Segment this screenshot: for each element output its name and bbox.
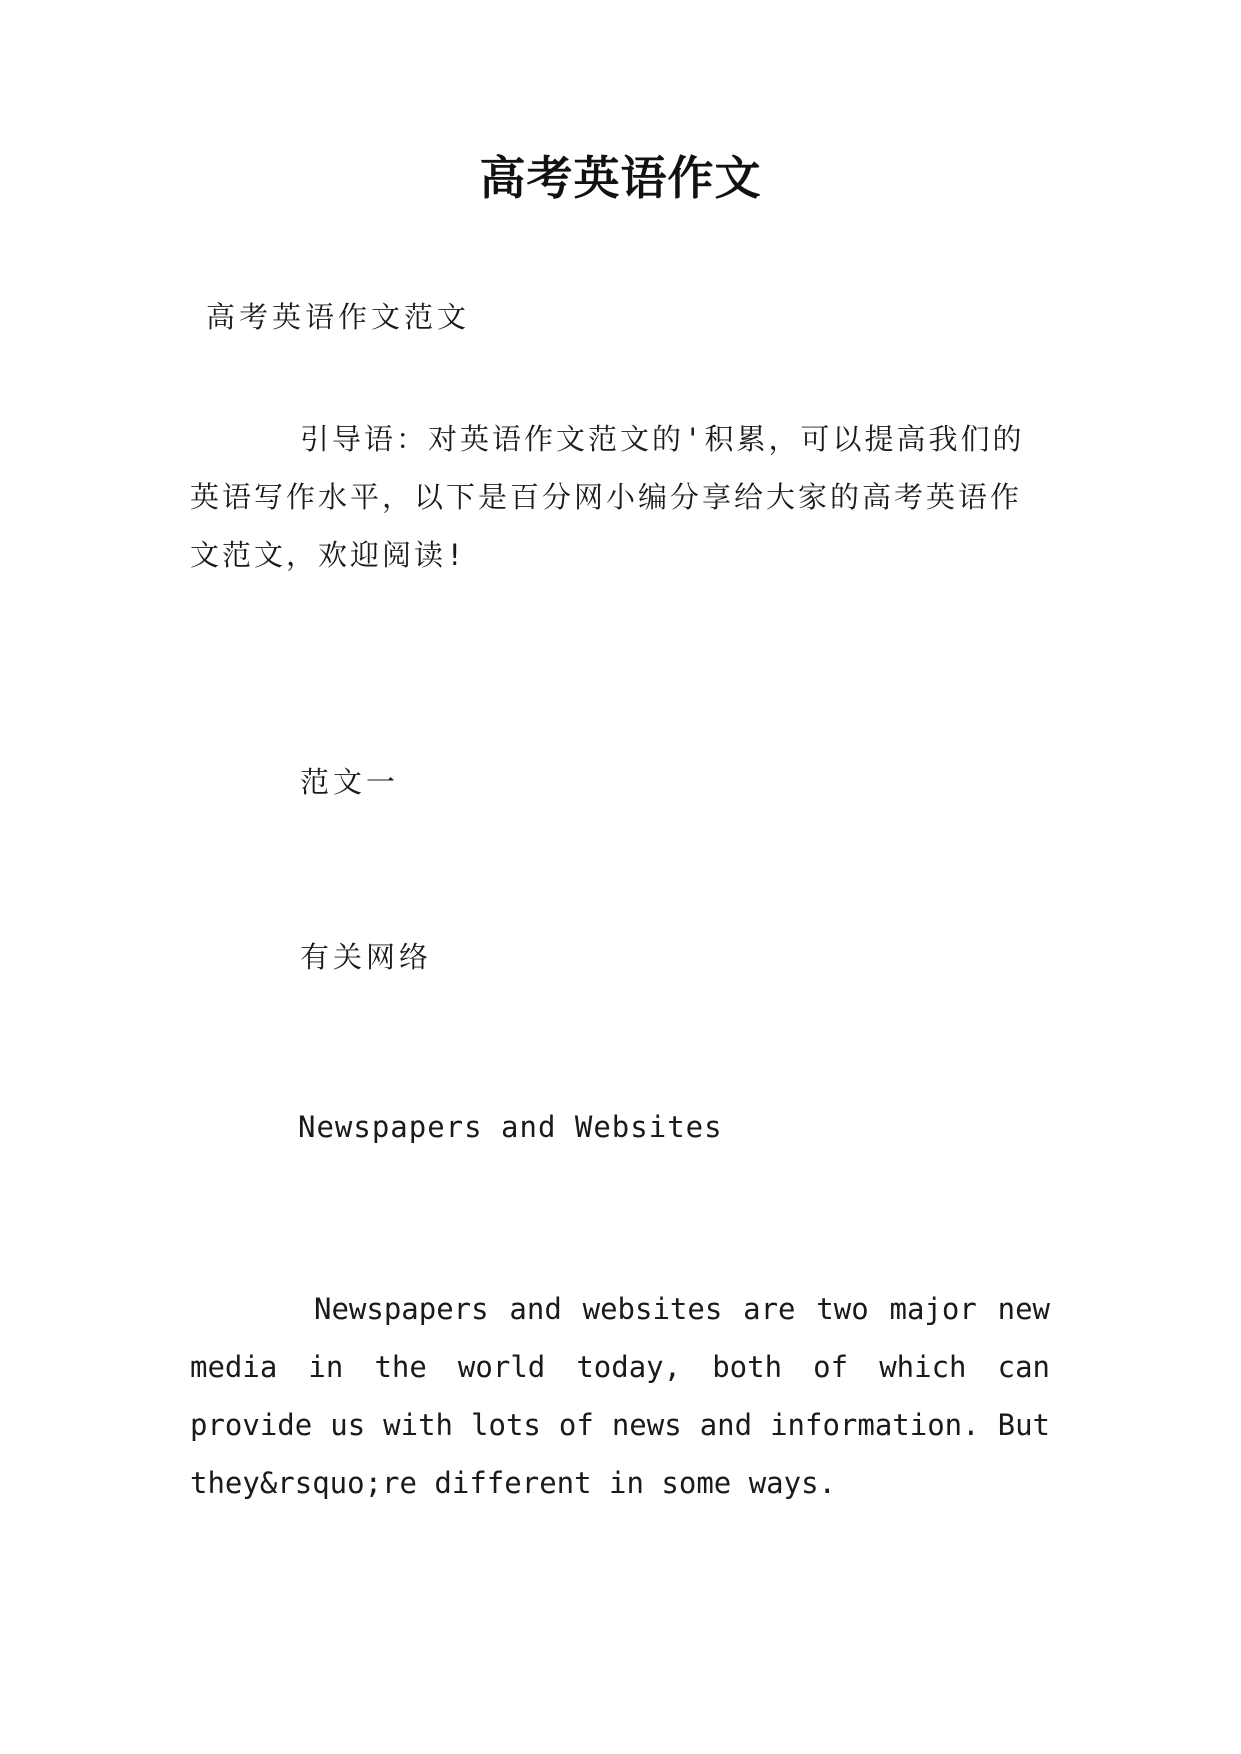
section-heading: 范文一 — [300, 765, 400, 799]
intro-paragraph: 引导语：对英语作文范文的'积累，可以提高我们的英语写作水平，以下是百分网小编分享给大家的高考英语作文范文，欢迎阅读! — [190, 422, 1025, 572]
essay-paragraph: Newspapers and websites are two major new media in the world today, both of which can provide us with lots of news and information. But they&rsquo;re different in some ways. — [190, 1292, 1050, 1500]
page-title: 高考英语作文 — [479, 151, 762, 205]
topic-heading: 有关网络 — [300, 940, 433, 974]
essay-title: Newspapers and Websites — [298, 1110, 723, 1144]
document-subtitle: 高考英语作文范文 — [206, 300, 471, 334]
